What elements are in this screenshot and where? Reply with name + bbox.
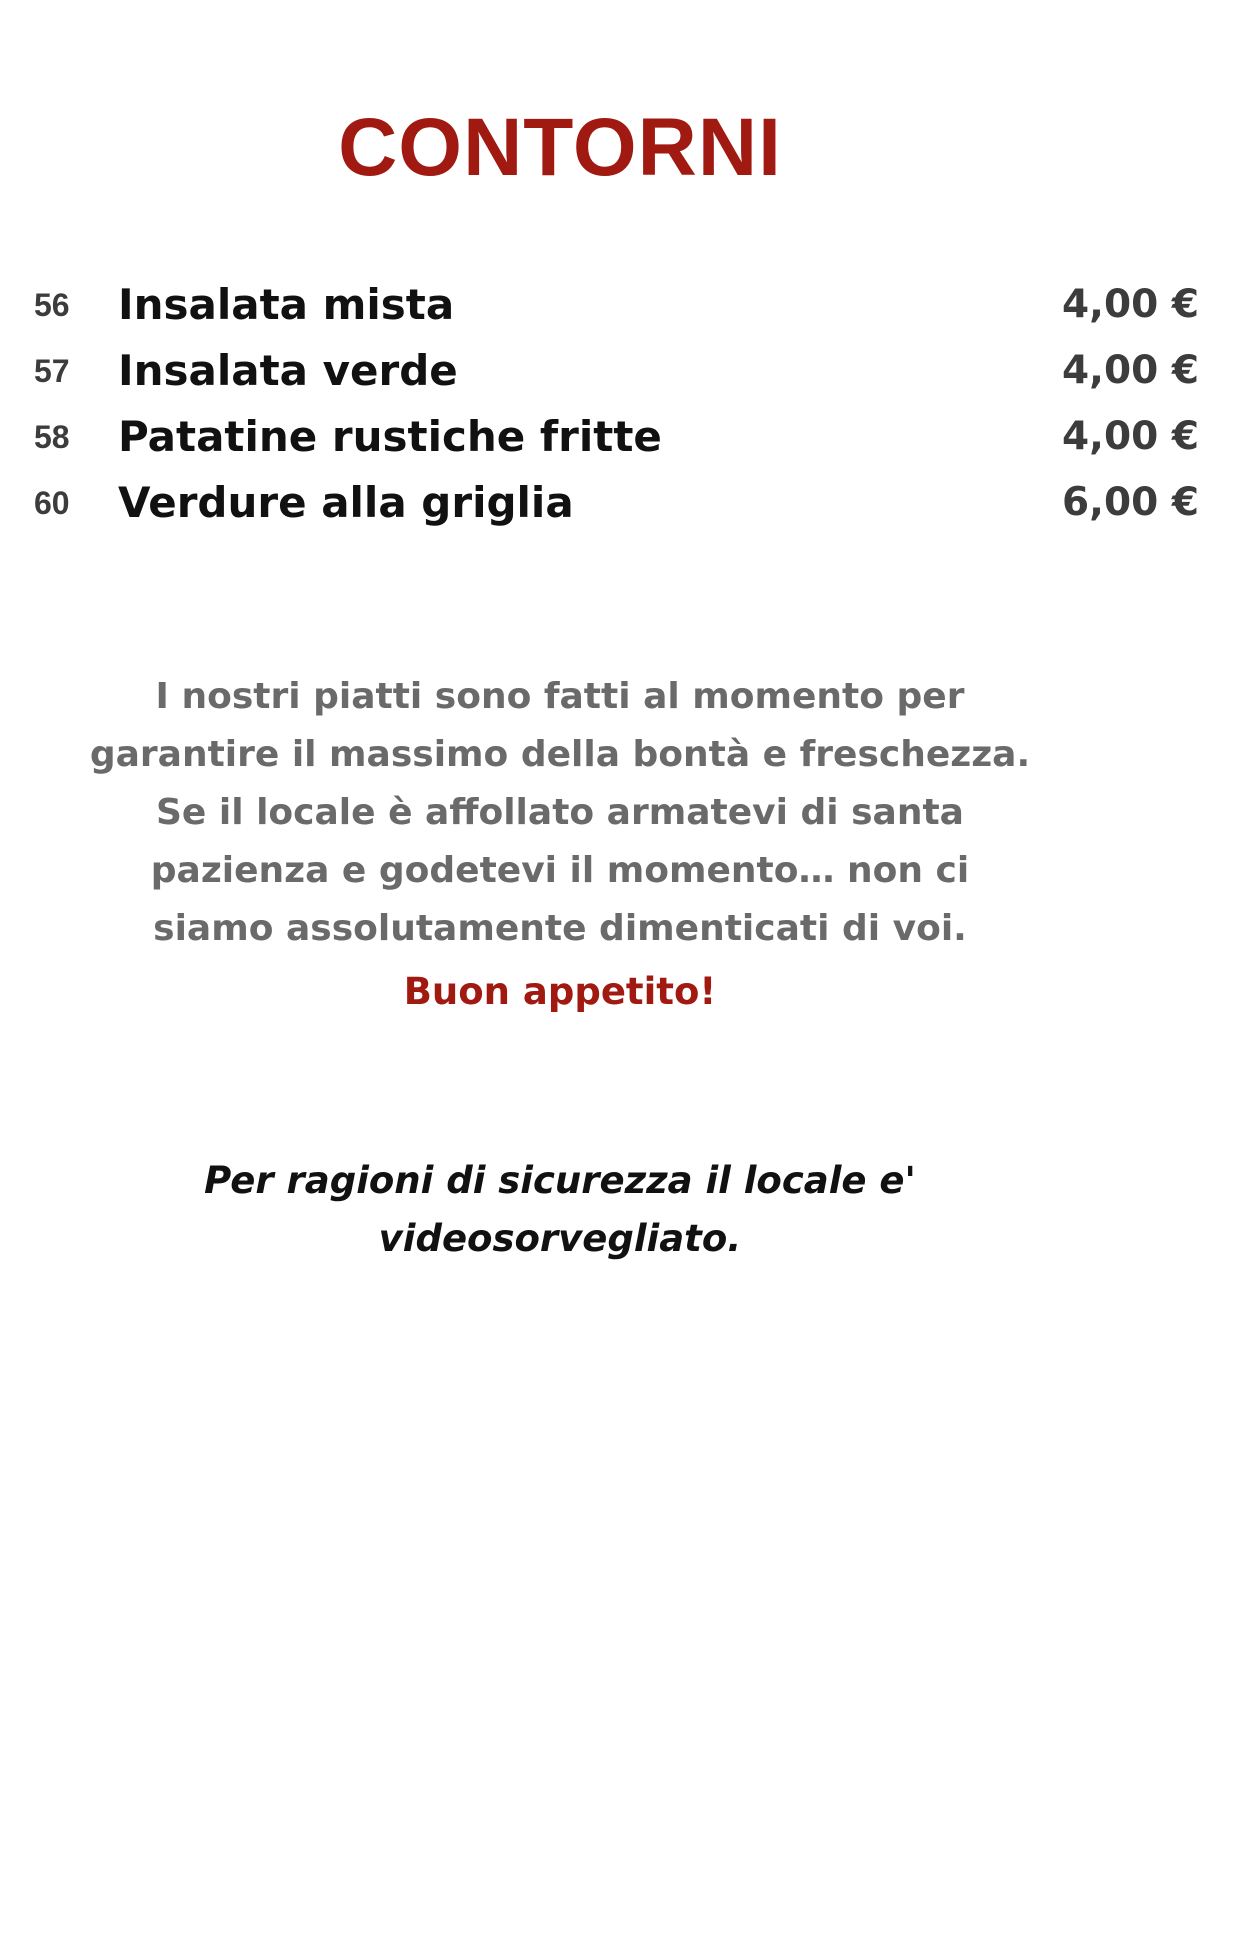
item-name: Insalata mista <box>118 280 455 329</box>
notice-line: Se il locale è affollato armatevi di santa <box>156 792 964 833</box>
item-price: 4,00 € <box>1062 414 1199 459</box>
menu-item <box>0 470 1240 536</box>
item-name: Patatine rustiche fritte <box>118 412 662 461</box>
item-number: 56 <box>34 287 70 323</box>
security-line: videosorvegliato. <box>378 1217 742 1260</box>
item-price: 4,00 € <box>1062 348 1199 393</box>
notice-line: garantire il massimo della bontà e freschezza. <box>89 734 1031 775</box>
item-price: 4,00 € <box>1062 282 1199 327</box>
menu-item <box>0 404 1240 470</box>
security-line: Per ragioni di sicurezza il locale e' <box>204 1159 916 1202</box>
item-name: Insalata verde <box>118 346 458 395</box>
menu-item <box>0 338 1240 404</box>
kitchen-notice <box>0 668 1120 958</box>
item-number: 57 <box>34 353 70 389</box>
notice-line: siamo assolutamente dimenticati di voi. <box>153 908 967 949</box>
item-name: Verdure alla griglia <box>118 478 574 527</box>
item-price: 6,00 € <box>1062 480 1199 525</box>
item-number: 60 <box>34 485 70 521</box>
security-notice <box>0 1152 1120 1268</box>
notice-line: I nostri piatti sono fatti al momento per <box>155 676 965 717</box>
page-title: CONTORNI <box>338 102 782 193</box>
item-number: 58 <box>34 419 70 455</box>
closing-greeting: Buon appetito! <box>403 970 717 1013</box>
menu-item <box>0 272 1240 338</box>
menu-list <box>0 272 1240 536</box>
notice-line: pazienza e godetevi il momento… non ci <box>150 850 970 891</box>
